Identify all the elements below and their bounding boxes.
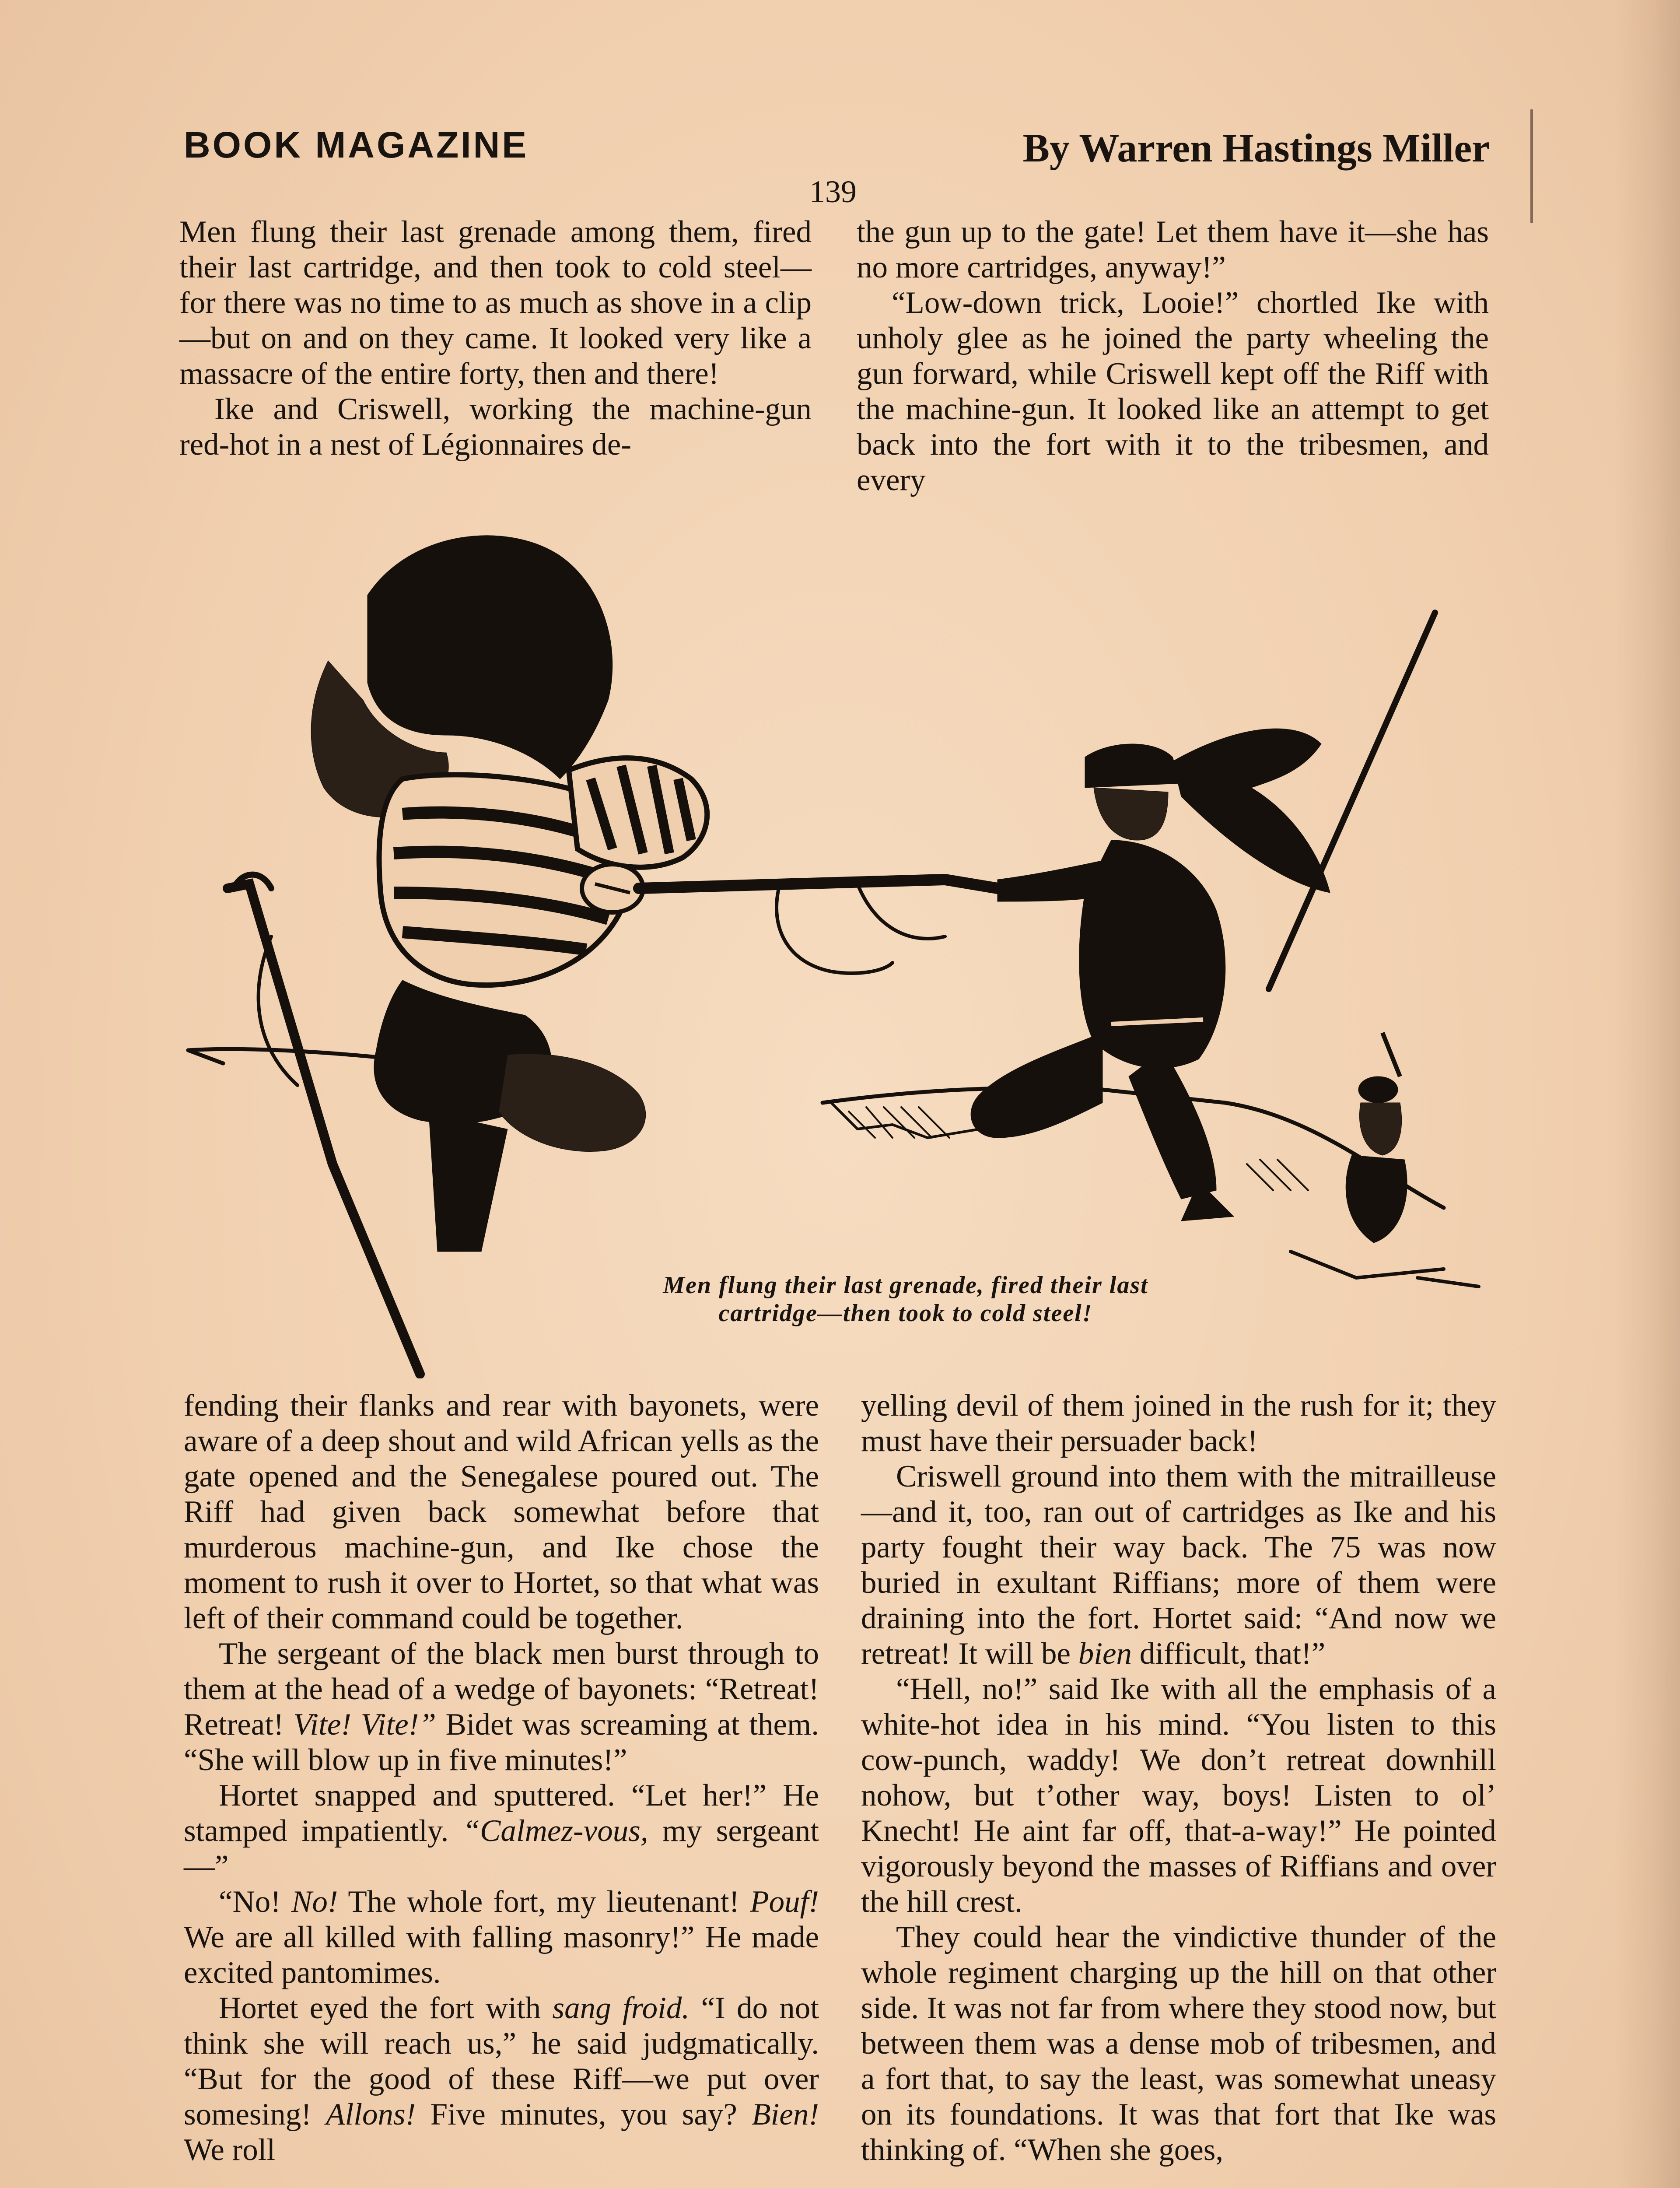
italic-text: Allons!: [326, 2097, 416, 2132]
page-binding-shadow: [1614, 0, 1680, 2188]
italic-text: Vite! Vite!”: [293, 1708, 436, 1742]
italic-text: Bien!: [752, 2097, 819, 2132]
paragraph: [184, 1636, 819, 1778]
distant-figure: [1346, 1033, 1407, 1243]
italic-text: bien: [1078, 1637, 1132, 1671]
text-run: The whole fort, my lieutenant!: [338, 1885, 750, 1919]
italic-text: No!: [291, 1885, 338, 1919]
paragraph: “Hell, no!” said Ike with all the emphasis of a white-hot idea in his mind. “You listen to this cow-punch, waddy! We don’t retreat downhill nohow, but t’other way, boys! Listen to ol’ Knecht! He aint far off, that-a-way!” He pointed vigorously beyond the masses of Riffians and over the hill crest.: [861, 1672, 1496, 1919]
text-run: “No!: [219, 1885, 292, 1919]
paragraph: Men flung their last grenade among them, fired their last cartridge, and then took to cold steel—for there was no time to as much as shove in a clip—but on and on they came. It looked very like a massacre of the entire forty, then and there!: [179, 215, 812, 391]
italic-text: “Calmez-vous,: [462, 1814, 648, 1848]
column-bottom-right: [861, 1388, 1496, 2168]
text-run: We are all killed with falling masonry!” He made excited pantomimes.: [184, 1920, 819, 1990]
column-top-left: [179, 214, 812, 463]
author-byline: By Warren Hastings Miller: [1022, 126, 1490, 170]
magazine-title: BOOK MAGAZINE: [184, 124, 529, 165]
text-run: The sergeant of the black men burst through to them at the head of a wedge of bayonets: “Retreat! Retreat!: [184, 1637, 819, 1742]
text-run: my sergeant—”: [184, 1814, 819, 1883]
paragraph: Ike and Criswell, working the machine-gun red-hot in a nest of Légionnaires de-: [179, 392, 812, 462]
paragraph: yelling devil of them joined in the rush for it; they must have their persuader back!: [861, 1389, 1496, 1458]
paragraph: [861, 1459, 1496, 1672]
paragraph: [184, 1778, 819, 1884]
text-run: Criswell ground into them with the mitrailleuse—and it, too, ran out of cartridges as Ike and his party fought their way back. The 75 was now buried in exultant Riffians; more of them were draining into the fort. Hortet said: “And now we retreat! It will be: [861, 1459, 1496, 1671]
story-illustration: [175, 508, 1501, 1378]
column-bottom-left: [184, 1388, 819, 2168]
text-run: Bidet was screaming at them. “She will blow up in five minutes!”: [184, 1708, 819, 1777]
illustration-caption: Men flung their last grenade, fired their last cartridge—then took to cold steel!: [663, 1272, 1148, 1327]
binding-mark: [1530, 109, 1533, 223]
paragraph: [184, 1991, 819, 2168]
paragraph: They could hear the vindictive thunder of the whole regiment charging up the hill on that other side. It was not far from where they stood now, but between them was a dense mob of tribesmen, and a fort that, to say the least, was somewhat uneasy on its foundations. It was that fort that Ike was thinking of. “When she goes,: [861, 1920, 1496, 2167]
paragraph: the gun up to the gate! Let them have it—she has no more cartridges, anyway!”: [857, 215, 1489, 284]
text-run: We roll: [184, 2133, 276, 2167]
text-run: Hortet snapped and sputtered. “Let her!” He stamped impatiently.: [184, 1778, 819, 1848]
italic-text: Pouf!: [750, 1885, 819, 1919]
paragraph: fending their flanks and rear with bayonets, were aware of a deep shout and wild African yells as the gate opened and the Senegalese poured out. The Riff had given back somewhat before that murderous machine-gun, and Ike chose the moment to rush it over to Hortet, so that what was left of their command could be together.: [184, 1389, 819, 1635]
paragraph: “Low-down trick, Looie!” chortled Ike with unholy glee as he joined the party wheeling the gun forward, while Criswell kept off the Riff with the machine-gun. It looked like an attempt to get back into the fort with it to the tribesmen, and every: [857, 286, 1489, 497]
text-run: Hortet eyed the fort with: [219, 1991, 553, 2025]
text-run: Five minutes, you say?: [416, 2097, 752, 2132]
rifle-left: [228, 875, 420, 1374]
italic-text: sang froid.: [552, 1991, 690, 2025]
text-run: “I do not think she will reach us,” he said judgmatically. “But for the good of these Riff—we put over somesing!: [184, 1991, 819, 2132]
page-number: 139: [809, 174, 857, 209]
paragraph: [184, 1884, 819, 1991]
rifle-center: [639, 880, 998, 973]
text-run: difficult, that!”: [1132, 1637, 1326, 1671]
column-top-right: [857, 214, 1489, 498]
